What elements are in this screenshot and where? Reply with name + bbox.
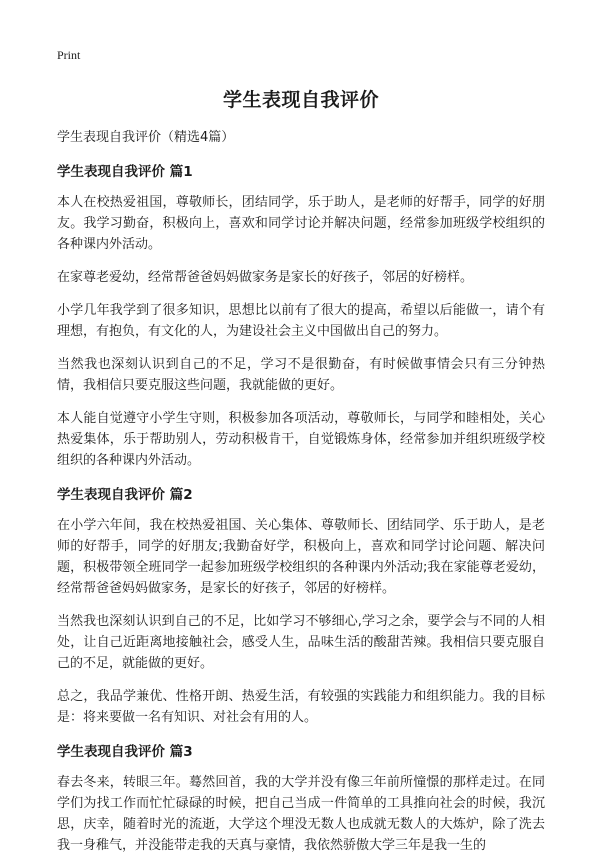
paragraph: 当然我也深刻认识到自己的不足，比如学习不够细心,学习之余，要学会与不同的人相处，让自己近距离地接触社会，感受人生，品味生活的酸甜苦辣。我相信只要克服自己的不足，就能做的更好。	[57, 614, 545, 671]
document-title: 学生表现自我评价	[222, 89, 379, 111]
document-subtitle: 学生表现自我评价（精选4篇）	[57, 130, 235, 145]
paragraph: 本人能自觉遵守小学生守则，积极参加各项活动，尊敬师长，与同学和睦相处，关心热爱集体，乐于帮助别人，劳动积极肯干，自觉锻炼身体，经常参加并组织班级学校组织的各种课内外活动。	[57, 411, 545, 468]
section-2	[57, 483, 545, 728]
section-3	[57, 740, 545, 856]
section-heading: 学生表现自我评价 篇2	[57, 487, 193, 503]
paragraph: 在小学六年间，我在校热爱祖国、关心集体、尊敬师长、团结同学、乐于助人，是老师的好帮手，同学的好朋友;我勤奋好学，积极向上，喜欢和同学讨论问题、解决问题，积极带领全班同学一起参加班级学校组织的各种课内外活动;我在家能尊老爱幼，经常帮爸爸妈妈做家务，是家长的好孩子，邻居的好榜样。	[57, 518, 545, 596]
paragraph: 本人在校热爱祖国，尊敬师长，团结同学，乐于助人，是老师的好帮手，同学的好朋友。我学习勤奋，积极向上，喜欢和同学讨论并解决问题，经常参加班级学校组织的各种课内外活动。	[57, 195, 545, 252]
paragraph: 当然我也深刻认识到自己的不足，学习不是很勤奋，有时候做事情会只有三分钟热情，我相信只要克服这些问题，我就能做的更好。	[57, 357, 545, 393]
section-heading: 学生表现自我评价 篇1	[57, 164, 193, 180]
paragraph: 小学几年我学到了很多知识，思想比以前有了很大的提高，希望以后能做一，请个有理想，有抱负，有文化的人，为建设社会主义中国做出自己的努力。	[57, 303, 545, 339]
section-1	[57, 160, 545, 471]
paragraph: 总之，我品学兼优、性格开朗、热爱生活，有较强的实践能力和组织能力。我的目标是：将来要做一名有知识、对社会有用的人。	[57, 689, 545, 725]
print-link[interactable]: Print	[57, 48, 81, 62]
paragraph: 春去冬来，转眼三年。蓦然回首，我的大学并没有像三年前所憧憬的那样走过。在同学们为找工作而忙忙碌碌的时候，把自己当成一件简单的工具推向社会的时候，我沉思，庆幸，随着时光的流逝，大学这个埋没无数人也成就无数人的大炼炉，除了洗去我一身稚气，并没能带走我的天真与豪情，我依然骄傲大学三年是我一生的	[57, 775, 545, 853]
paragraph: 在家尊老爱幼，经常帮爸爸妈妈做家务是家长的好孩子，邻居的好榜样。	[57, 270, 474, 285]
section-heading: 学生表现自我评价 篇3	[57, 744, 193, 760]
